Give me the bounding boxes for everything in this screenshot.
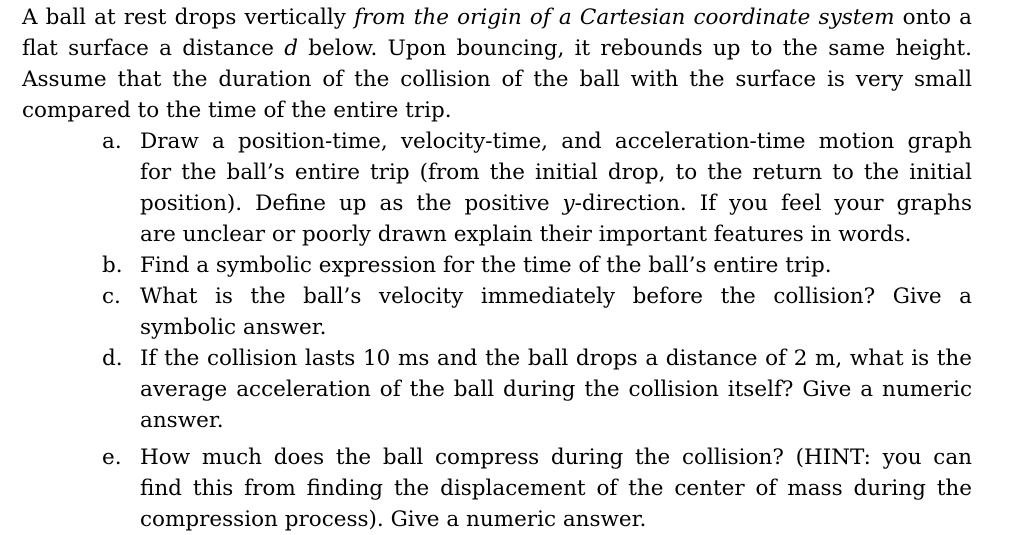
- subquestion-marker: d.: [102, 346, 123, 371]
- text-line: [22, 2, 972, 33]
- italic-text: from the origin of a Cartesian coordinate system: [354, 5, 895, 30]
- text-fragment: onto a: [894, 5, 973, 30]
- text-line: [140, 504, 972, 535]
- subquestion-marker: c.: [102, 284, 121, 309]
- text-line: [140, 405, 972, 436]
- text-line: [140, 250, 972, 281]
- problem-intro: [22, 2, 972, 126]
- text-fragment: A ball at rest drops vertically: [22, 5, 355, 30]
- text-line: [140, 157, 972, 188]
- text-fragment: -direction. If you feel your graphs: [574, 191, 972, 216]
- text-fragment: find this from finding the displacement of the center of mass during the: [140, 476, 972, 501]
- subquestion-b: [22, 250, 972, 281]
- italic-text: d: [284, 36, 298, 61]
- subquestion-list: [22, 126, 972, 535]
- text-fragment: How much does the ball compress during the collision? (HINT: you can: [140, 445, 972, 470]
- text-fragment: symbolic answer.: [140, 315, 327, 340]
- text-fragment: If the collision lasts 10 ms and the ball drops a distance of 2 m, what is the: [140, 346, 972, 371]
- text-fragment: compression process). Give a numeric answer.: [140, 507, 647, 532]
- text-fragment: compared to the time of the entire trip.: [22, 98, 452, 123]
- text-line: [22, 95, 972, 126]
- text-fragment: for the ball’s entire trip (from the initial drop, to the return to the initial: [140, 160, 972, 185]
- text-fragment: are unclear or poorly drawn explain their important features in words.: [140, 222, 912, 247]
- text-fragment: answer.: [140, 408, 224, 433]
- text-fragment: position). Define up as the positive: [140, 191, 563, 216]
- text-line: [140, 343, 972, 374]
- text-line: [140, 219, 972, 250]
- text-fragment: below. Upon bouncing, it rebounds up to the same height.: [298, 36, 972, 61]
- problem-document: [22, 2, 972, 535]
- text-line: [140, 126, 972, 157]
- subquestion-a: [22, 126, 972, 250]
- text-line: [140, 312, 972, 343]
- text-line: [22, 64, 972, 95]
- text-fragment: What is the ball’s velocity immediately before the collision? Give a: [140, 284, 972, 309]
- text-line: [140, 281, 972, 312]
- subquestion-e: [22, 442, 972, 535]
- subquestion-marker: b.: [102, 253, 123, 278]
- text-line: [140, 188, 972, 219]
- text-fragment: Assume that the duration of the collision of the ball with the surface is very small: [22, 67, 972, 92]
- text-line: [140, 442, 972, 473]
- subquestion-c: [22, 281, 972, 343]
- subquestion-marker: a.: [102, 129, 122, 154]
- text-fragment: Draw a position-time, velocity-time, and acceleration-time motion graph: [140, 129, 972, 154]
- text-line: [22, 33, 972, 64]
- text-fragment: Find a symbolic expression for the time of the ball’s entire trip.: [140, 253, 832, 278]
- italic-text: y: [562, 191, 575, 216]
- text-line: [140, 473, 972, 504]
- text-fragment: flat surface a distance: [22, 36, 285, 61]
- subquestion-d: [22, 343, 972, 436]
- text-fragment: average acceleration of the ball during the collision itself? Give a numeric: [140, 377, 972, 402]
- text-line: [140, 374, 972, 405]
- subquestion-marker: e.: [102, 445, 122, 470]
